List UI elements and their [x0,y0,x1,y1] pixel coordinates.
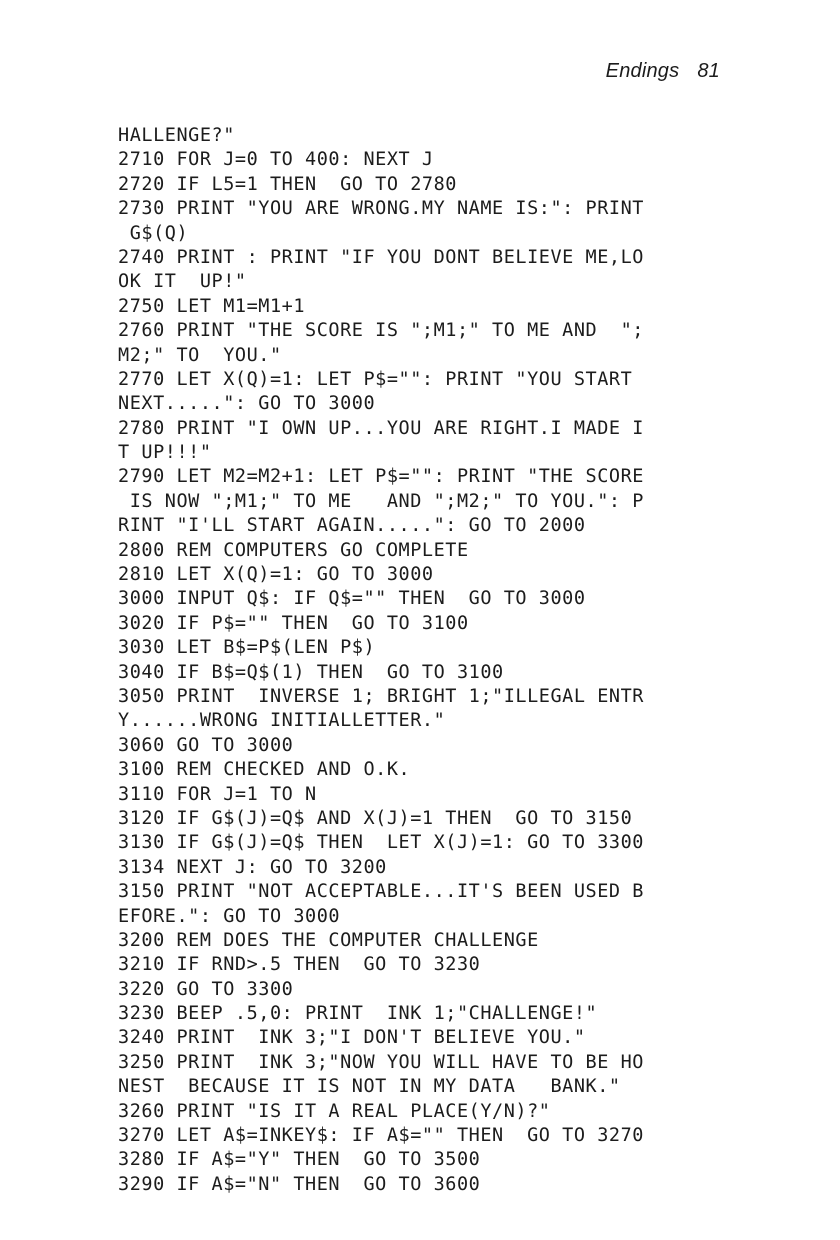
code-line: 3260 PRINT "IS IT A REAL PLACE(Y/N)?" [118,1100,551,1122]
code-line: Y......WRONG INITIALLETTER." [118,710,446,732]
code-line: M2;" TO YOU." [118,344,282,366]
code-line: 3270 LET A$=INKEY$: IF A$="" THEN GO TO 3270 [118,1125,644,1147]
code-line: 3250 PRINT INK 3;"NOW YOU WILL HAVE TO BE HO [118,1051,644,1073]
code-line: 3220 GO TO 3300 [118,978,294,1000]
code-line: 2720 IF L5=1 THEN GO TO 2780 [118,173,457,195]
page-header [606,60,720,83]
code-line: 3000 INPUT Q$: IF Q$="" THEN GO TO 3000 [118,588,586,610]
code-line: NEXT.....": GO TO 3000 [118,393,376,415]
code-line: 2800 REM COMPUTERS GO COMPLETE [118,539,469,561]
code-line: EFORE.": GO TO 3000 [118,905,341,927]
code-line: 3150 PRINT "NOT ACCEPTABLE...IT'S BEEN USED B [118,881,644,903]
code-line: HALLENGE?" [118,125,235,146]
code-line: 3040 IF B$=Q$(1) THEN GO TO 3100 [118,661,504,683]
code-line: 2790 LET M2=M2+1: LET P$="": PRINT "THE SCORE [118,466,644,488]
code-line: 3134 NEXT J: GO TO 3200 [118,856,387,878]
section-title: Endings [605,60,680,82]
code-line: 3280 IF A$="Y" THEN GO TO 3500 [118,1149,481,1171]
code-line: 3210 IF RND>.5 THEN GO TO 3230 [118,954,481,976]
code-line: OK IT UP!" [118,271,247,293]
code-line: 2770 LET X(Q)=1: LET P$="": PRINT "YOU START [118,368,633,390]
code-line: 3130 IF G$(J)=Q$ THEN LET X(J)=1: GO TO 3300 [118,832,644,854]
page-number: 81 [697,60,720,82]
code-line: 2760 PRINT "THE SCORE IS ";M1;" TO ME AND "; [118,320,644,342]
code-line: 3240 PRINT INK 3;"I DON'T BELIEVE YOU." [118,1027,586,1049]
code-line: 2780 PRINT "I OWN UP...YOU ARE RIGHT.I MADE I [118,417,644,439]
code-line: NEST BECAUSE IT IS NOT IN MY DATA BANK." [118,1076,621,1098]
code-line: 2730 PRINT "YOU ARE WRONG.MY NAME IS:": PRINT [118,198,644,220]
code-line: 3120 IF G$(J)=Q$ AND X(J)=1 THEN GO TO 3150 [118,807,633,829]
code-line: 2710 FOR J=0 TO 400: NEXT J [118,149,434,171]
program-listing [118,124,818,1197]
code-line: 2740 PRINT : PRINT "IF YOU DONT BELIEVE ME,LO [118,246,644,268]
code-line: 3110 FOR J=1 TO N [118,783,317,805]
code-line: 3100 REM CHECKED AND O.K. [118,759,411,781]
code-line: 3060 GO TO 3000 [118,734,294,756]
code-line: 3030 LET B$=P$(LEN P$) [118,637,376,659]
code-line: 2750 LET M1=M1+1 [118,295,306,317]
code-line: 3050 PRINT INVERSE 1; BRIGHT 1;"ILLEGAL ENTR [118,685,644,707]
code-line: 3230 BEEP .5,0: PRINT INK 1;"CHALLENGE!" [118,1003,598,1025]
code-line: RINT "I'LL START AGAIN.....": GO TO 2000 [118,515,586,537]
code-line: G$(Q) [118,222,189,244]
code-line: 3290 IF A$="N" THEN GO TO 3600 [118,1173,481,1195]
code-line: 3020 IF P$="" THEN GO TO 3100 [118,612,469,634]
code-line: 2810 LET X(Q)=1: GO TO 3000 [118,564,434,586]
code-line: IS NOW ";M1;" TO ME AND ";M2;" TO YOU.": P [118,490,644,512]
code-line: T UP!!!" [118,442,212,464]
code-line: 3200 REM DOES THE COMPUTER CHALLENGE [118,929,539,951]
